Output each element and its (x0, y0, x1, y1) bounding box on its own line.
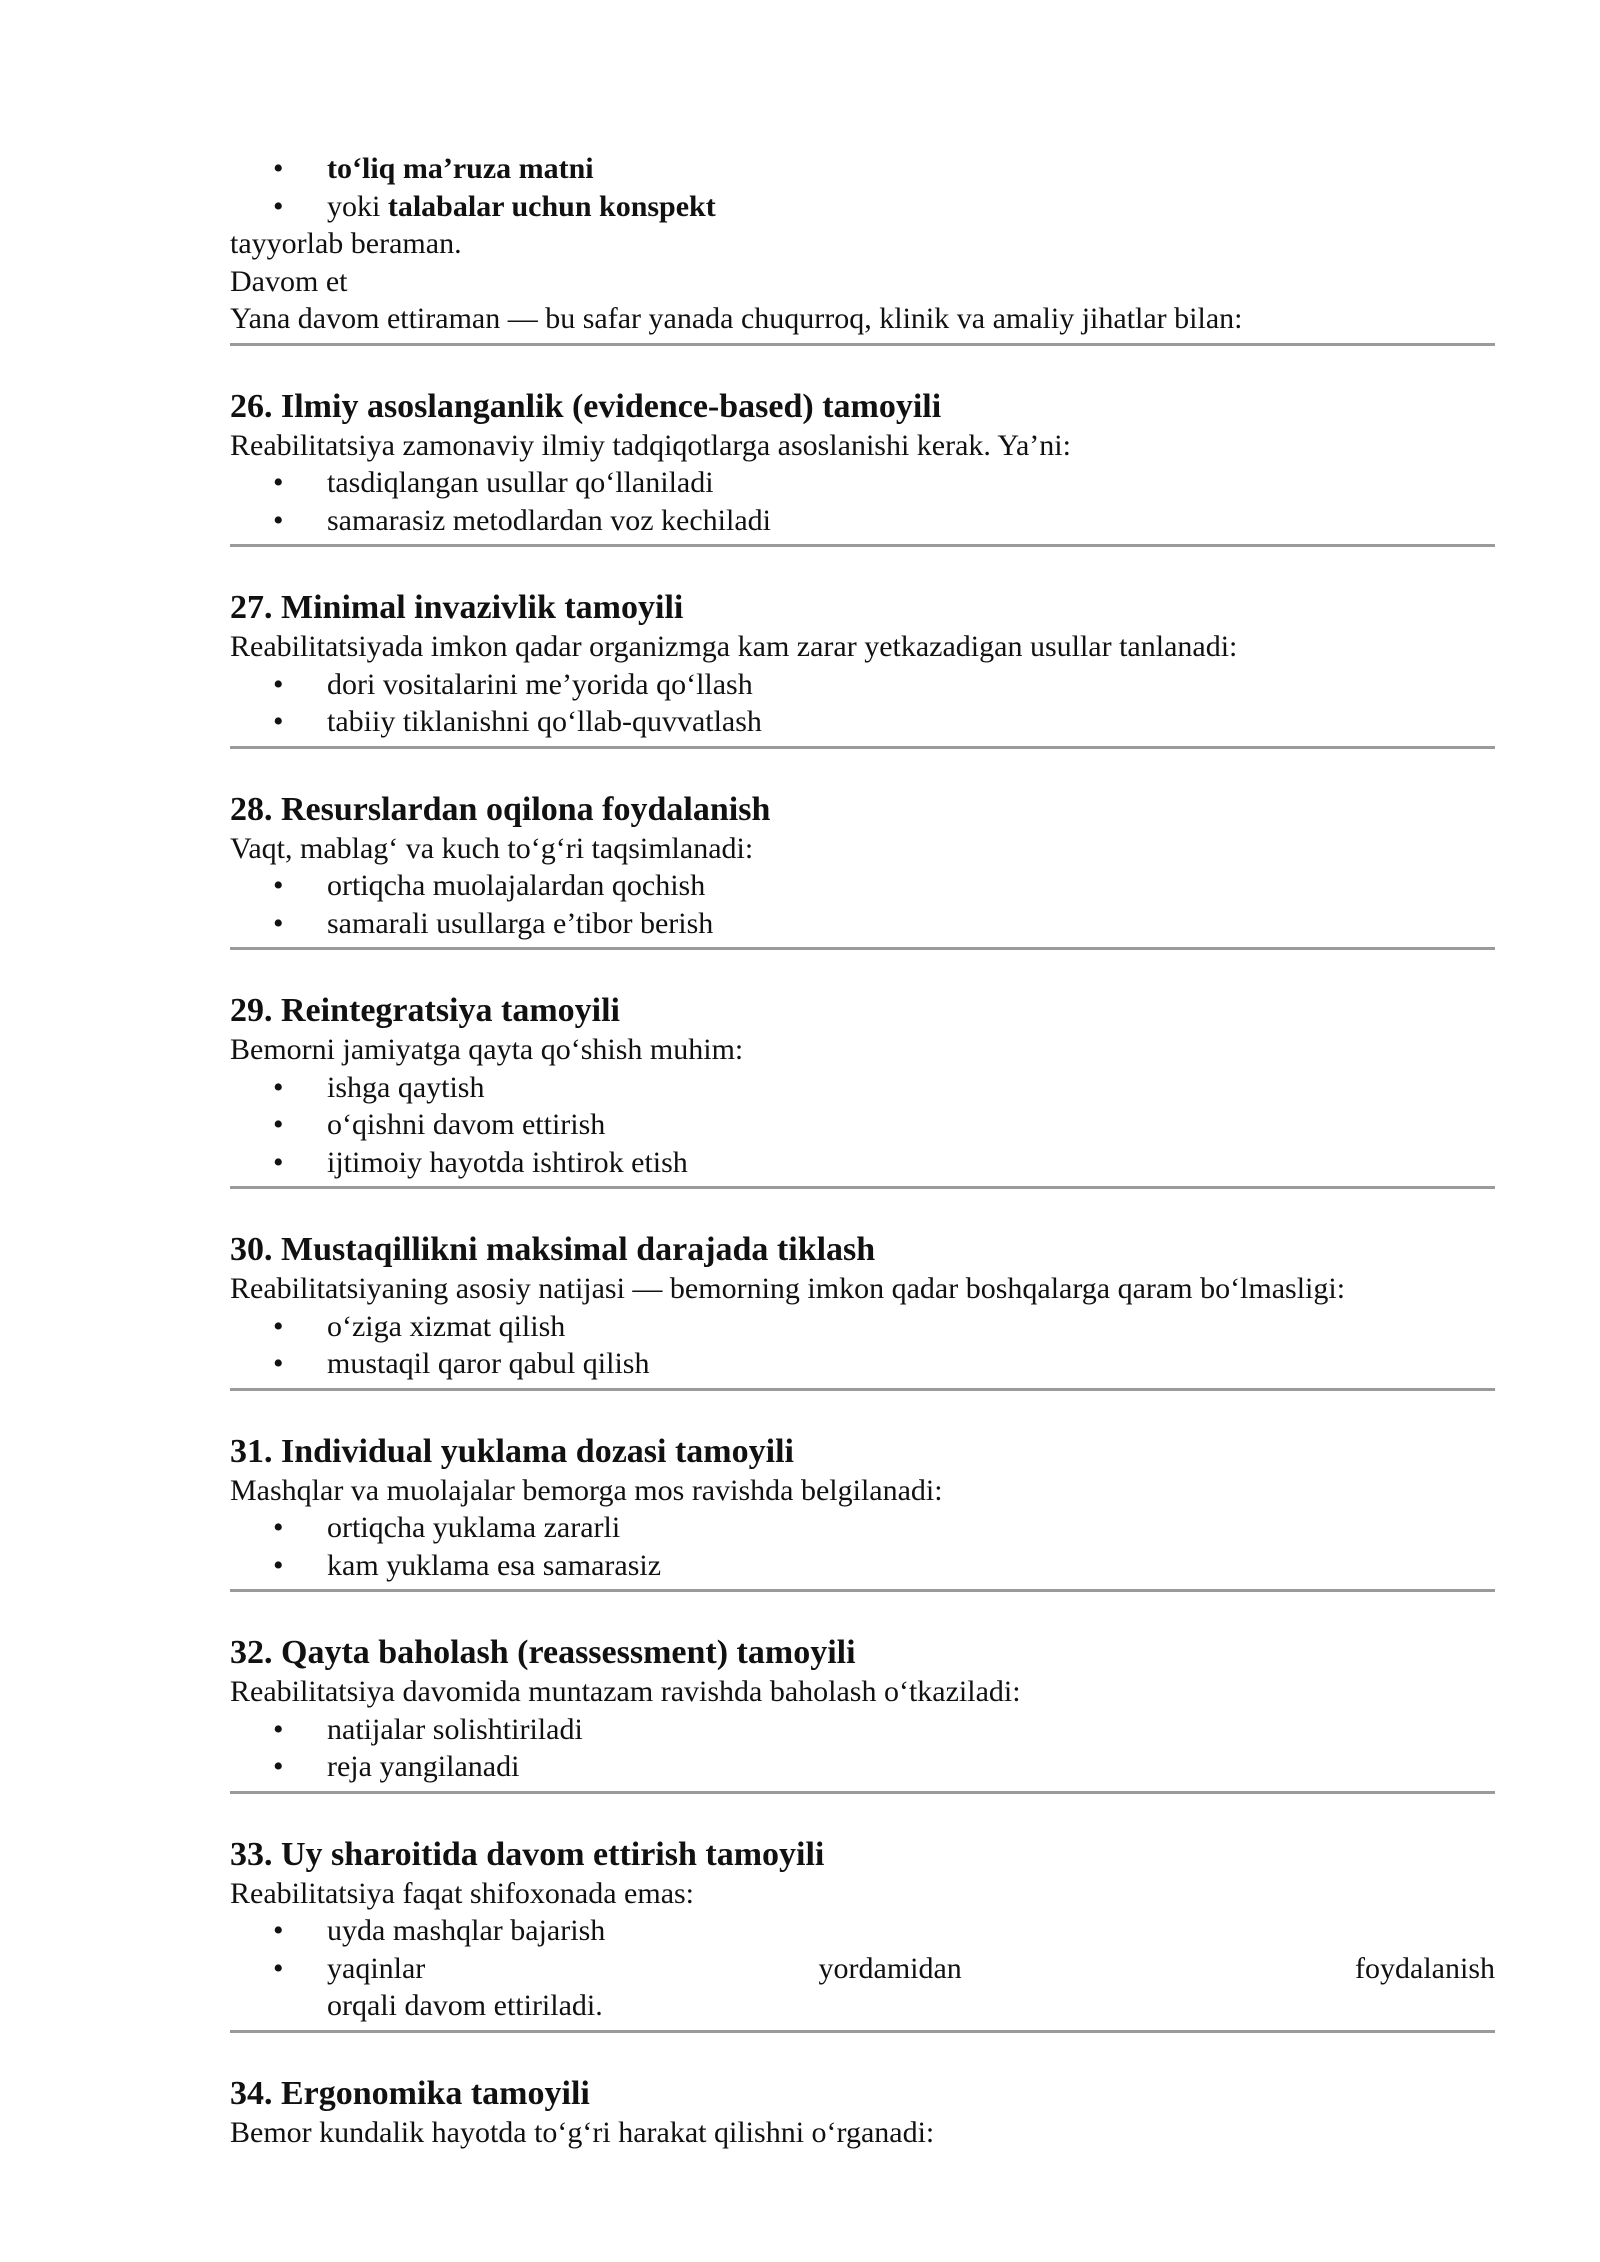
section-divider (230, 1791, 1495, 1794)
list-item: • dori vositalarini me’yorida qo‘llash (230, 666, 1495, 704)
list-item: • tasdiqlangan usullar qo‘llaniladi (230, 464, 1495, 502)
word: • yaqinlar (327, 1951, 426, 1985)
section-divider (230, 1388, 1495, 1391)
section-divider (230, 1589, 1495, 1592)
list-item: • natijalar solishtiriladi (230, 1711, 1495, 1749)
document-content (230, 150, 1495, 2151)
section-text: Reabilitatsiya faqat shifoxonada emas: (230, 1876, 695, 1910)
section-heading: 27. Minimal invazivlik tamoyili (230, 589, 684, 626)
section-divider (230, 2030, 1495, 2033)
section-bullet-list (230, 464, 1495, 539)
section-divider (230, 947, 1495, 950)
section-bullet-list (230, 1069, 1495, 1182)
section-heading: 26. Ilmiy asoslanganlik (evidence-based) tamoyili (230, 387, 942, 425)
list-item: • ortiqcha yuklama zararli (230, 1509, 1495, 1547)
section-divider (230, 1186, 1495, 1189)
word: foydalanish (1355, 1951, 1495, 1985)
list-item: • samarali usullarga e’tibor berish (230, 905, 1495, 943)
section-text: Mashqlar va muolajalar bemorga mos ravishda belgilanadi: (230, 1473, 943, 1507)
bold-text: to‘liq ma’ruza matni (327, 152, 594, 185)
section-bullet-list (230, 1711, 1495, 1786)
list-item (230, 1950, 1495, 2025)
section-heading: 28. Resurslardan oqilona foydalanish (230, 790, 771, 828)
list-item: • samarasiz metodlardan voz kechiladi (230, 502, 1495, 540)
intro-bullet-list (230, 150, 1495, 225)
list-item: • reja yangilanadi (230, 1748, 1495, 1786)
section-text: Vaqt, mablag‘ va kuch to‘g‘ri taqsimlanadi: (230, 831, 754, 865)
section-bullet-list (230, 666, 1495, 741)
list-item: • o‘qishni davom ettirish (230, 1106, 1495, 1144)
section-divider (230, 746, 1495, 749)
list-item: • mustaqil qaror qabul qilish (230, 1345, 1495, 1383)
list-item: • ortiqcha muolajalardan qochish (230, 867, 1495, 905)
section-text: Reabilitatsiya zamonaviy ilmiy tadqiqotlarga asoslanishi kerak. Ya’ni: (230, 428, 1071, 462)
list-item-text: yoki (327, 189, 388, 223)
section-heading: 34. Ergonomika tamoyili (230, 2074, 590, 2112)
section-text: Bemor kundalik hayotda to‘g‘ri harakat qilishni o‘rganadi: (230, 2115, 935, 2149)
section-text: Bemorni jamiyatga qayta qo‘shish muhim: (230, 1033, 744, 1066)
list-item: • ishga qaytish (230, 1069, 1495, 1107)
section-text: Reabilitatsiyada imkon qadar organizmga kam zarar yetkazadigan usullar tanlanadi: (230, 630, 1238, 663)
list-item: • o‘ziga xizmat qilish (230, 1308, 1495, 1346)
section-bullet-list (230, 1912, 1495, 2025)
section-text: Reabilitatsiya davomida muntazam ravishda baholash o‘tkaziladi: (230, 1675, 1021, 1708)
section-bullet-list (230, 867, 1495, 942)
list-item: • uyda mashqlar bajarish (230, 1912, 1495, 1950)
section-bullet-list (230, 1509, 1495, 1584)
list-item: • tabiiy tiklanishni qo‘llab-quvvatlash (230, 703, 1495, 741)
list-item: • kam yuklama esa samarasiz (230, 1547, 1495, 1585)
section-heading: 29. Reintegratsiya tamoyili (230, 992, 620, 1029)
list-item (230, 150, 1495, 188)
justified-line (327, 1950, 1495, 1988)
section-divider (230, 343, 1495, 346)
section-heading: 32. Qayta baholash (reassessment) tamoyili (230, 1634, 856, 1671)
list-item-continuation: orqali davom ettiriladi. (327, 1989, 603, 2022)
paragraph: tayyorlab beraman. (230, 227, 462, 260)
section-divider (230, 544, 1495, 547)
list-item (230, 188, 1495, 226)
section-heading: 33. Uy sharoitida davom ettirish tamoyili (230, 1835, 825, 1873)
section-heading: 30. Mustaqillikni maksimal darajada tiklash (230, 1231, 876, 1268)
list-item: • ijtimoiy hayotda ishtirok etish (230, 1144, 1495, 1182)
paragraph: Davom et (230, 264, 348, 298)
paragraph: Yana davom ettiraman — bu safar yanada chuqurroq, klinik va amaliy jihatlar bilan: (230, 302, 1243, 335)
section-text: Reabilitatsiyaning asosiy natijasi — bemorning imkon qadar boshqalarga qaram bo‘lmasligi: (230, 1272, 1346, 1305)
section-bullet-list (230, 1308, 1495, 1383)
word: yordamidan (818, 1951, 962, 1985)
bold-text: talabalar uchun konspekt (387, 189, 716, 223)
section-heading: 31. Individual yuklama dozasi tamoyili (230, 1432, 794, 1470)
